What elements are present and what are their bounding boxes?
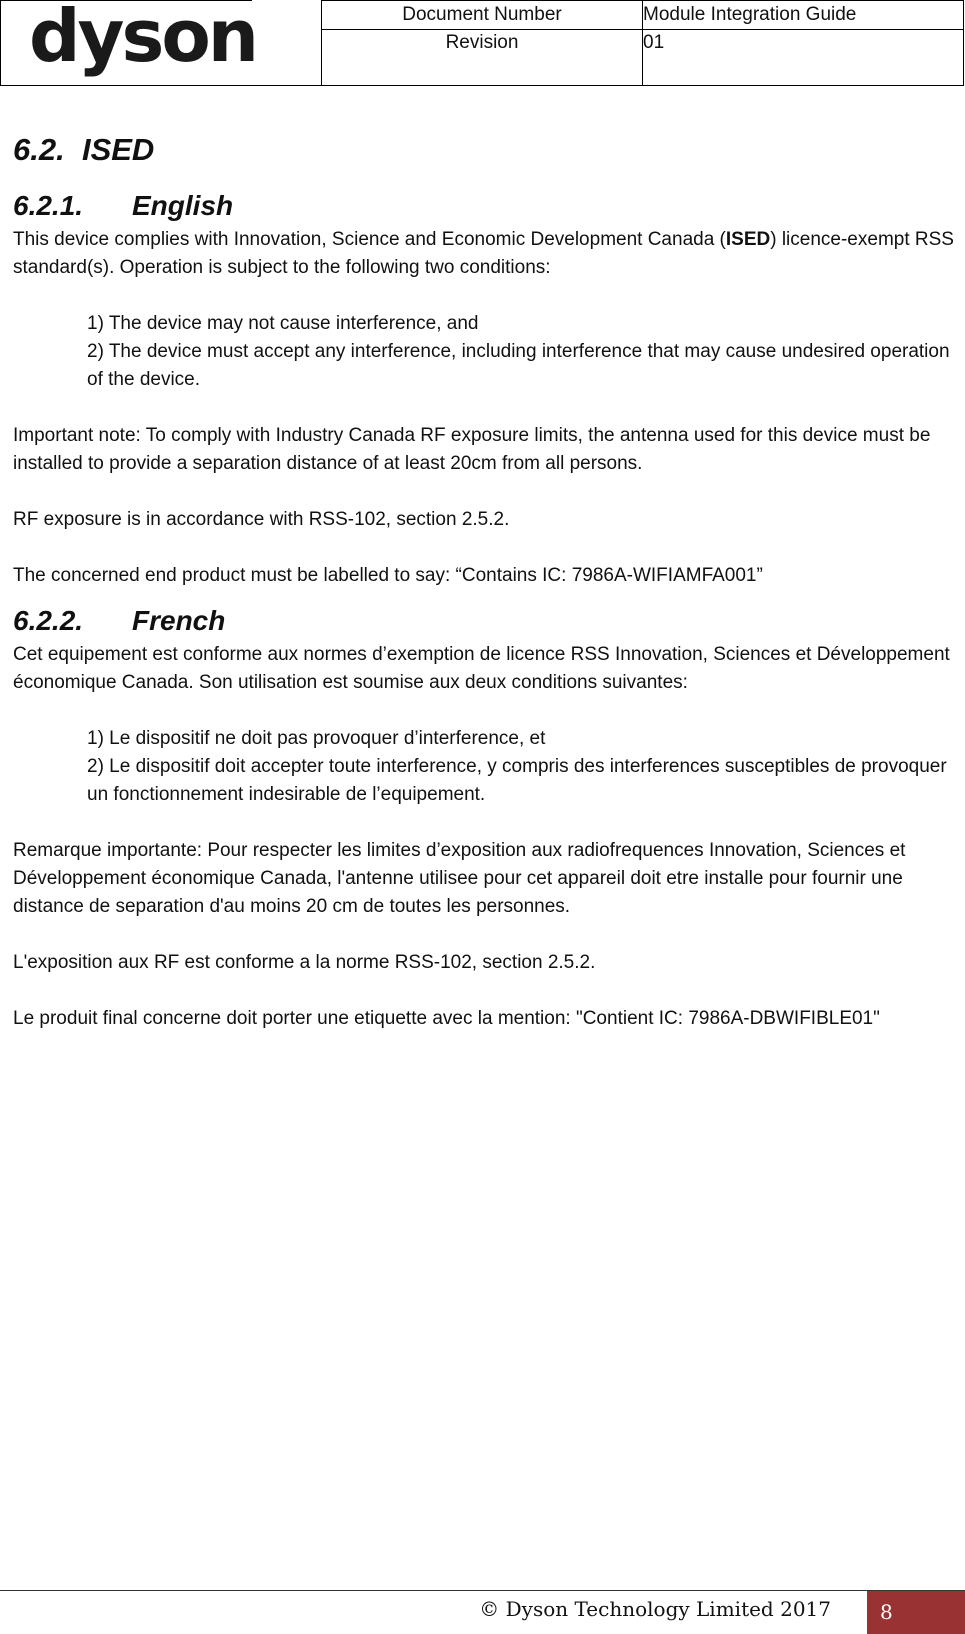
doc-title-cell (643, 1, 964, 30)
section-heading (13, 128, 955, 172)
french-rf-exposure: L'exposition aux RF est conforme a la norme RSS-102, section 2.5.2. (13, 952, 596, 973)
doc-number-label: Document Number (402, 4, 562, 25)
french-condition-2: 2) Le dispositif doit accepter toute interference, y compris des interferences susceptibles de provoquer un fonctionnement indesirable de l’equipement. (87, 756, 947, 805)
french-important-note: Remarque importante: Pour respecter les limites d’exposition aux radiofrequences Innovation, Sciences et Développement économique Canada, l'antenne utilisee pour cet appareil doit etre installe pour fournir une distance de separation d'au moins 20 cm de toutes les personnes. (13, 840, 906, 917)
english-title: English (132, 190, 234, 221)
page-content (13, 128, 955, 1033)
revision-label-cell (322, 30, 643, 86)
french-title: French (132, 605, 226, 636)
section-number: 6.2. (13, 132, 65, 167)
english-important-note: Important note: To comply with Industry Canada RF exposure limits, the antenna used for this device must be installed to provide a separation distance of at least 20cm from all persons. (13, 425, 931, 474)
english-intro (13, 226, 955, 282)
french-number: 6.2.2. (13, 605, 84, 636)
section-title: ISED (81, 132, 155, 167)
logo-wordmark: dyson (29, 0, 257, 78)
english-intro-pre: This device complies with Innovation, Science and Economic Development Canada ( (13, 229, 726, 250)
french-label-requirement: Le produit final concerne doit porter une etiquette avec la mention: "Contient IC: 7986A-DBWIFIBLE01" (13, 1008, 880, 1029)
english-intro-bold: ISED (725, 229, 771, 250)
doc-number-label-cell (322, 1, 643, 30)
revision-label: Revision (445, 32, 519, 53)
french-condition-1: 1) Le dispositif ne doit pas provoquer d’interference, et (87, 728, 546, 749)
english-intro-post: ) licence-exempt RSS standard(s). Operation is subject to the following two conditions: (13, 229, 954, 278)
english-rf-exposure: RF exposure is in accordance with RSS-102, section 2.5.2. (13, 509, 510, 530)
revision-value: 01 (643, 32, 665, 53)
footer-divider (0, 1590, 965, 1591)
english-condition-1: 1) The device may not cause interference, and (87, 313, 479, 334)
page-number: 8 (880, 1600, 893, 1624)
dyson-logo (29, 0, 257, 83)
doc-title: Module Integration Guide (643, 4, 857, 25)
english-number: 6.2.1. (13, 190, 84, 221)
french-heading (13, 601, 955, 641)
english-heading (13, 186, 955, 226)
footer-copyright: © Dyson Technology Limited 2017 (479, 1597, 831, 1621)
page-number-badge (867, 1591, 965, 1634)
revision-value-cell (643, 30, 964, 86)
english-label-requirement: The concerned end product must be labelled to say: “Contains IC: 7986A-WIFIAMFA001” (13, 565, 763, 586)
document-header (0, 0, 964, 86)
english-condition-2: 2) The device must accept any interference, including interference that may cause undesired operation of the device. (87, 341, 950, 390)
logo-cell (1, 1, 322, 86)
french-intro: Cet equipement est conforme aux normes d’exemption de licence RSS Innovation, Sciences et Développement économique Canada. Son utilisation est soumise aux deux conditions suivantes: (13, 644, 950, 693)
